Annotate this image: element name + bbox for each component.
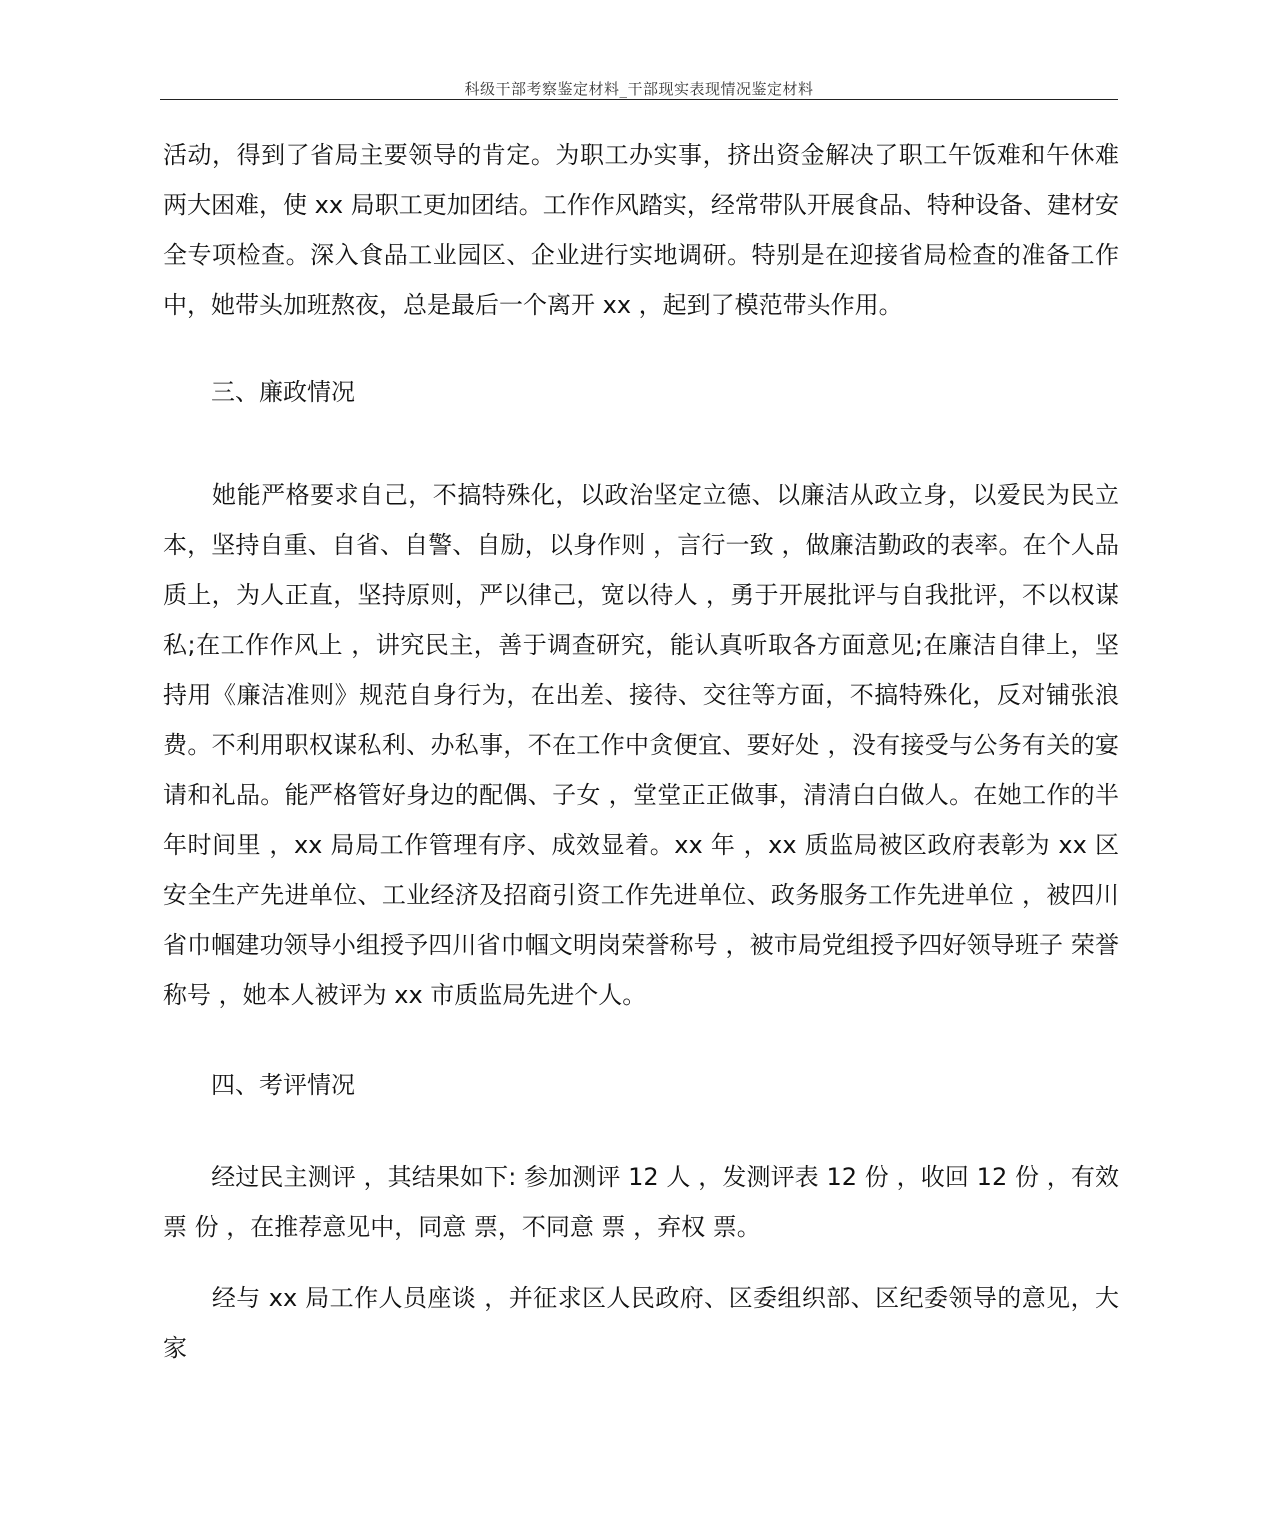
paragraph-integrity: 她能严格要求自己，不搞特殊化，以政治坚定立德、以廉洁从政立身，以爱民为民立本，坚持自重、自省、自警、自励，以身作则 ，言行一致 ，做廉洁勤政的表率。在个人品质上，为人正直，坚持原则，严以律己，宽以待人 ，勇于开展批评与自我批评，不以权谋私;在工作作风上 ，讲究民主，善于调查研究，能认真听取各方面意见;在廉洁自律上，坚持用《廉洁准则》规范自身行为，在出差、接待、交往等方面，不搞特殊化，反对铺张浪费。不利用职权谋私利、办私事，不在工作中贪便宜、要好处 ，没有接受与公务有关的宴请和礼品。能严格管好身边的配偶、子女 ，堂堂正正做事，清清白白做人。在她工作的半年时间里 ，xx 局局工作管理有序、成效显着。xx 年 ，xx 质监局被区政府表彰为 xx 区安全生产先进单位、工业经济及招商引资工作先进单位、政务服务工作先进单位 ，被四川省巾帼建功领导小组授予四川省巾帼文明岗荣誉称号 ，被市局党组授予四好领导班子 荣誉称号 ，她本人被评为 xx 市质监局先进个人。 bbox=[163, 481, 1119, 1009]
paragraph-work-style: 活动，得到了省局主要领导的肯定。为职工办实事，挤出资金解决了职工午饭难和午休难两大困难，使 xx 局职工更加团结。工作作风踏实，经常带队开展食品、特种设备、建材安全专项检查。深入食品工业园区、企业进行实地调研。特别是在迎接省局检查的准备工作中，她带头加班熬夜，总是最后一个离开 xx ，起到了模范带头作用。 bbox=[163, 141, 1119, 319]
running-header: 科级干部考察鉴定材料_干部现实表现情况鉴定材料 bbox=[464, 80, 814, 98]
header-rule bbox=[160, 99, 1118, 100]
paragraph-evaluation-results: 经过民主测评 ，其结果如下: 参加测评 12 人 ，发测评表 12 份 ，收回 12 份 ，有效票 份 ，在推荐意见中，同意 票，不同意 票 ，弃权 票。 bbox=[163, 1163, 1119, 1241]
section-heading-integrity: 三、廉政情况 bbox=[163, 378, 355, 406]
paragraph-interview: 经与 xx 局工作人员座谈 ，并征求区人民政府、区委组织部、区纪委领导的意见，大家 bbox=[163, 1284, 1119, 1362]
section-heading-evaluation: 四、考评情况 bbox=[163, 1071, 355, 1099]
